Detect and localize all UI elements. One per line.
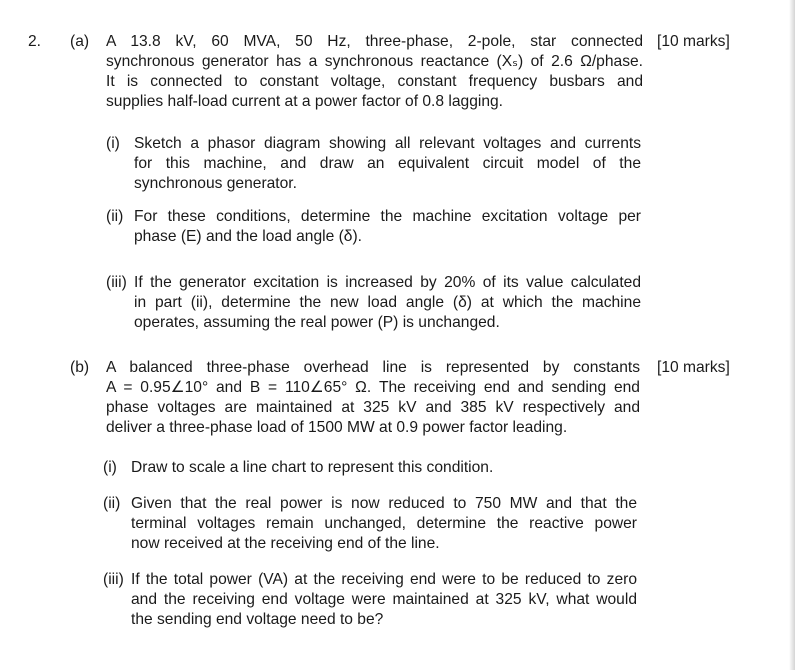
part-a-iii-text xyxy=(134,273,641,333)
part-a-i-label: (i) xyxy=(106,135,120,152)
text-line: synchronous generator has a synchronous reactance (Xₛ) of 2.6 Ω/phase. xyxy=(106,53,643,70)
text-line: the sending end voltage need to be? xyxy=(131,611,384,628)
text-line: supplies half-load current at a power factor of 0.8 lagging. xyxy=(106,93,504,110)
text-line: operates, assuming the real power (P) is unchanged. xyxy=(134,314,500,331)
part-b-marks: [10 marks] xyxy=(657,359,730,376)
part-a-ii-label: (ii) xyxy=(106,208,124,225)
part-a-label: (a) xyxy=(70,33,90,50)
part-a-ii-text xyxy=(134,207,641,247)
text-line: in part (ii), determine the new load angle (δ) at which the machine xyxy=(134,294,641,311)
part-b-iii-text xyxy=(131,570,637,630)
part-b-i-label: (i) xyxy=(103,459,117,476)
text-line: It is connected to constant voltage, constant frequency busbars and xyxy=(106,73,643,90)
page-edge-shadow xyxy=(789,0,795,670)
text-line: If the total power (VA) at the receiving end were to be reduced to zero xyxy=(131,571,637,588)
text-line: If the generator excitation is increased by 20% of its value calculated xyxy=(134,274,641,291)
question-number: 2. xyxy=(28,33,42,50)
text-line: phase voltages are maintained at 325 kV and 385 kV respectively and xyxy=(106,399,640,416)
text-line: Sketch a phasor diagram showing all relevant voltages and currents xyxy=(134,135,641,152)
part-b-ii-text xyxy=(131,494,637,554)
part-b-ii-label: (ii) xyxy=(103,495,121,512)
text-line: Draw to scale a line chart to represent this condition. xyxy=(131,459,494,476)
part-a-marks: [10 marks] xyxy=(657,33,730,50)
part-b-i-text xyxy=(131,458,638,478)
part-a-iii-label: (iii) xyxy=(106,274,127,291)
part-b-label: (b) xyxy=(70,359,90,376)
text-line: Given that the real power is now reduced to 750 MW and that the xyxy=(131,495,637,512)
text-line: for this machine, and draw an equivalent circuit model of the xyxy=(134,155,641,172)
part-a-i-text xyxy=(134,134,641,194)
text-line: now received at the receiving end of the line. xyxy=(131,535,440,552)
part-b-text xyxy=(106,358,640,438)
text-line: phase (E) and the load angle (δ). xyxy=(134,228,362,245)
text-line: A 13.8 kV, 60 MVA, 50 Hz, three-phase, 2-pole, star connected xyxy=(106,33,643,50)
text-line: deliver a three-phase load of 1500 MW at 0.9 power factor leading. xyxy=(106,419,568,436)
part-b-iii-label: (iii) xyxy=(103,571,124,588)
text-line: A = 0.95∠10° and B = 110∠65° Ω. The receiving end and sending end xyxy=(106,379,640,396)
part-a-text xyxy=(106,32,643,112)
text-line: synchronous generator. xyxy=(134,175,297,192)
text-line: and the receiving end voltage were maintained at 325 kV, what would xyxy=(131,591,637,608)
text-line: For these conditions, determine the machine excitation voltage per xyxy=(134,208,641,225)
text-line: A balanced three-phase overhead line is represented by constants xyxy=(106,359,640,376)
text-line: terminal voltages remain unchanged, determine the reactive power xyxy=(131,515,637,532)
